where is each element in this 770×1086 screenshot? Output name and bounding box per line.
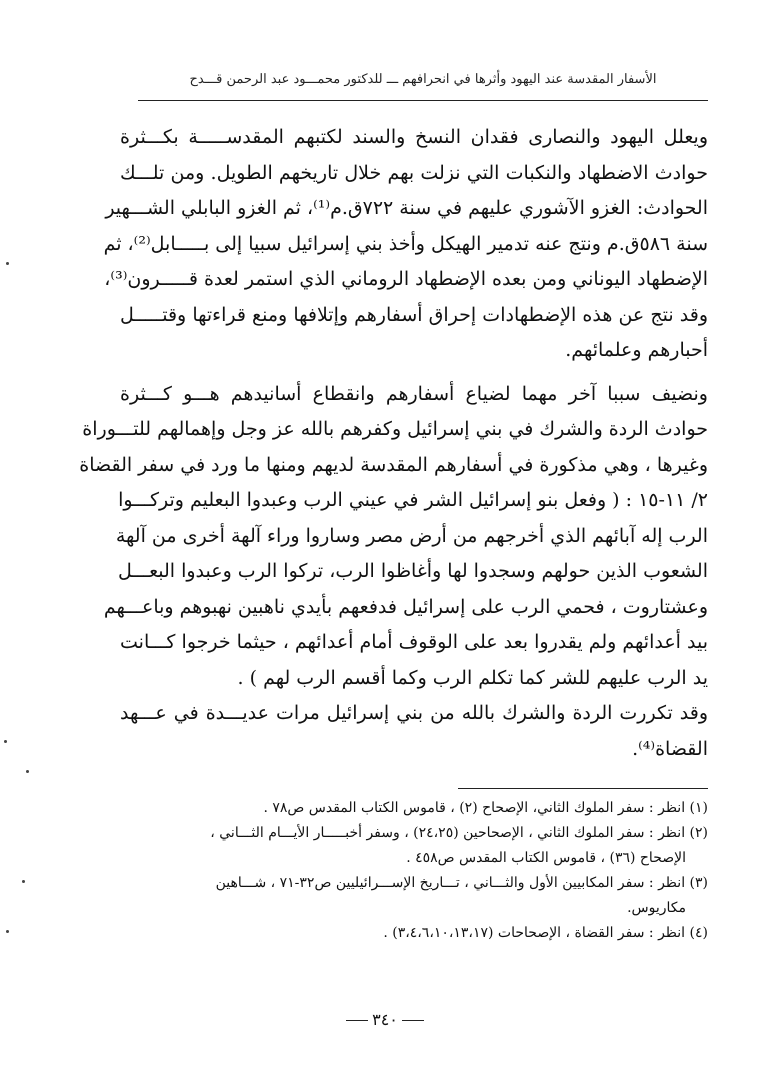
scan-speck bbox=[22, 880, 25, 883]
text-line: ويعلل اليهود والنصارى فقدان النسخ والسند لكتبهم المقدســـــة بكـــثرة bbox=[120, 126, 708, 148]
text-line: أحبارهم وعلمائهم. bbox=[565, 339, 708, 361]
page-number bbox=[335, 1010, 435, 1029]
page-number-dash-right bbox=[346, 1020, 368, 1021]
main-text bbox=[79, 120, 708, 767]
footnote-divider bbox=[458, 788, 708, 789]
footnote-2: (٢) انظر : سفر الملوك الثاني ، الإصحاحين (٢٤،٢٥) ، وسفر أخبـــــار الأيـــام الثـــاني ، bbox=[210, 825, 708, 841]
text-line: حوادث الاضطهاد والنكبات التي نزلت بهم خلال تاريخهم الطويل. ومن تلـــك bbox=[120, 161, 708, 184]
text-line: وقد نتج عن هذه الإضطهادات إحراق أسفارهم وإتلافها ومنع قراءتها وقتـــــل bbox=[120, 303, 708, 326]
text-line: الحوادث: الغزو الآشوري عليهم في سنة ٧٢٢ق.م⁽¹⁾، ثم الغزو البابلي الشـــهير bbox=[105, 197, 708, 219]
footnote-3: (٣) انظر : سفر المكابيين الأول والثـــاني ، تـــاريخ الإســـرائيليين ص٣٢-٧١ ، شـــاهين bbox=[215, 875, 708, 891]
footnote-3-continuation: مكاريوس. bbox=[627, 900, 686, 916]
text-line: يد الرب عليهم للشر كما تكلم الرب وكما أقسم الرب لهم ) . bbox=[237, 666, 708, 689]
scan-speck bbox=[6, 262, 9, 265]
text-line: ونضيف سببا آخر مهما لضياع أسفارهم وانقطاع أسانيدهم هـــو كـــثرة bbox=[120, 382, 708, 405]
page-number-value: ٣٤٠ bbox=[372, 1010, 398, 1029]
text-line: القضاة⁽⁴⁾. bbox=[632, 737, 708, 760]
paragraph-1 bbox=[103, 120, 708, 369]
text-line: وغيرها ، وهي مذكورة في أسفارهم المقدسة لديهم ومنها ما ورد في سفر القضاة bbox=[79, 453, 708, 476]
scan-speck bbox=[26, 770, 29, 773]
text-line: سنة ٥٨٦ق.م ونتج عنه تدمير الهيكل وأخذ بني إسرائيل سبيا إلى بـــــابل⁽²⁾، ثم bbox=[103, 232, 708, 255]
footnotes bbox=[120, 796, 708, 946]
text-line: وقد تكررت الردة والشرك بالله من بني إسرائيل مرات عديـــدة في عـــهد bbox=[120, 702, 708, 724]
text-line: بيد أعدائهم ولم يقدروا بعد على الوقوف أمام أعدائهم ، حيثما خرجوا كـــانت bbox=[120, 631, 708, 653]
text-line: وعشتاروت ، فحمي الرب على إسرائيل فدفعهم بأيدي ناهبين نهبوهم وباعـــهم bbox=[103, 595, 708, 618]
text-line: الشعوب الذين حولهم وسجدوا لها وأغاظوا الرب، تركوا الرب وعبدوا البعـــل bbox=[118, 560, 708, 582]
text-line: ٢/ ١١-١٥ : ( وفعل بنو إسرائيل الشر في عيني الرب وعبدوا البعليم وتركـــوا bbox=[118, 489, 708, 511]
page-number-dash-left bbox=[402, 1020, 424, 1021]
footnote-4: (٤) انظر : سفر القضاة ، الإصحاحات (٣،٤،٦،١٠،١٣،١٧) . bbox=[383, 925, 708, 941]
paragraph-3 bbox=[120, 696, 708, 767]
text-line: الإضطهاد اليوناني ومن بعده الإضطهاد الروماني الذي استمر لعدة قـــــرون⁽³⁾، bbox=[104, 268, 708, 290]
text-line: حوادث الردة والشرك في بني إسرائيل وكفرهم بالله عز وجل وإهمالهم للتـــوراة bbox=[82, 418, 708, 440]
running-header: الأسفار المقدسة عند اليهود وأثرها في انحرافهم ـــ للدكتور محمـــود عبد الرحمن قـــدح bbox=[189, 72, 657, 87]
text-line: الرب إله آبائهم الذي أخرجهم من أرض مصر وساروا وراء آلهة أخرى من آلهة bbox=[115, 524, 708, 547]
footnote-1: (١) انظر : سفر الملوك الثاني، الإصحاح (٢) ، قاموس الكتاب المقدس ص٧٨ . bbox=[263, 800, 708, 816]
footnote-2-continuation: الإصحاح (٣٦) ، قاموس الكتاب المقدس ص٤٥٨ . bbox=[406, 850, 686, 866]
paragraph-2 bbox=[79, 377, 708, 697]
scan-speck bbox=[4, 740, 7, 743]
header-divider bbox=[138, 100, 708, 101]
scan-speck bbox=[6, 930, 9, 933]
